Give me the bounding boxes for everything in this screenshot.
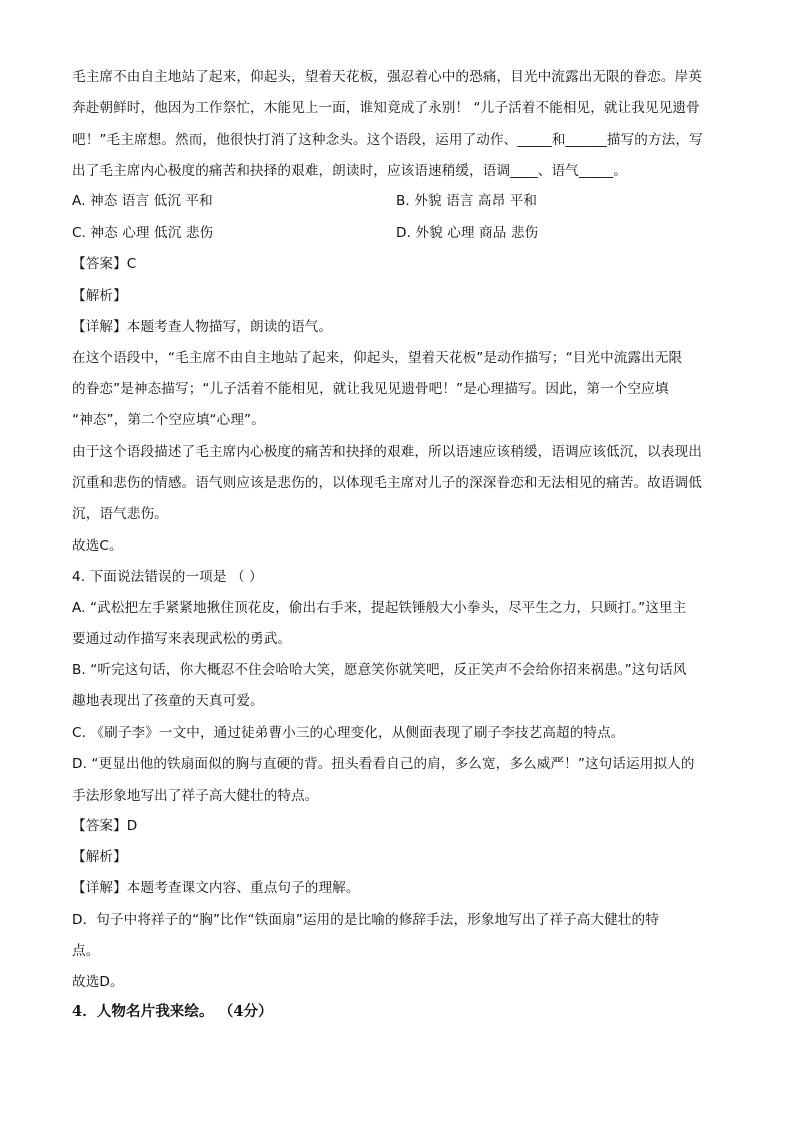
answer-label: 【答案】D [72, 818, 138, 834]
option-a: A. 神态 语言 低沉 平和 [72, 193, 213, 209]
q4-option-line: B. “听完这句话，你大概忍不住会哈哈大笑，愿意笑你就笑吧，反正笑声不会给你招来祸患。”这句话风 [72, 662, 687, 678]
detail-line: “神态”，第二个空应填“心理”。 [72, 412, 265, 428]
passage-line-1: 毛主席不由自主地站了起来，仰起头，望着天花板，强忍着心中的恐痛，目光中流露出无限的眷恋。岸英 [72, 69, 702, 85]
detail-line: 沉重和悲伤的情感。语气则应该是悲伤的，以体现毛主席对儿子的深深眷恋和无法相见的痛苦。故语调低 [72, 475, 702, 491]
detail-line: 【详解】本题考查课文内容、重点句子的理解。 [72, 880, 360, 896]
detail-line: 在这个语段中，“毛主席不由自主地站了起来，仰起头，望着天花板”是动作描写；“目光中流露出无限 [72, 350, 683, 366]
q4-option-line: D. “更显出他的铁扇面似的胸与直硬的背。扭头看看自己的肩，多么宽，多么威严！”这句话运用拟人的 [72, 756, 695, 772]
detail-line: 【详解】本题考查人物描写，朗读的语气。 [72, 319, 333, 335]
q4-option-line: 趣地表现出了孩童的天真可爱。 [72, 693, 264, 709]
analysis-label: 【解析】 [72, 849, 127, 865]
q4-option-line: 要通过动作描写来表现武松的勇武。 [72, 631, 292, 647]
detail-line: 故选C。 [72, 538, 123, 554]
option-d: D. 外貌 心理 商品 悲伤 [396, 225, 539, 241]
question-stem: 4. 下面说法错误的一项是 （ ） [72, 569, 263, 585]
detail-line: 故选D。 [72, 974, 124, 990]
q4-option-line: 手法形象地写出了祥子高大健壮的特点。 [72, 788, 319, 804]
option-b: B. 外貌 语言 高昂 平和 [396, 193, 538, 209]
q4-option-line: A. “武松把左手紧紧地揪住顶花皮，偷出右手来，提起铁锤般大小拳头，尽平生之力，只顾打。”这里主 [72, 600, 687, 616]
analysis-label: 【解析】 [72, 288, 127, 304]
passage-line-3: 吧！”毛主席想。然而，他很快打消了这种念头。这个语段，运用了动作、_____和______描写的方法，写 [72, 132, 703, 148]
detail-line: 的眷恋”是神态描写；“儿子活着不能相见，就让我见见遗骨吧！”是心理描写。因此，第一个空应填 [72, 381, 669, 397]
option-c: C. 神态 心理 低沉 悲伤 [72, 225, 214, 241]
passage-line-4: 出了毛主席内心极度的痛苦和抉择的艰难，朗读时，应该语速稍缓，语调____、语气_____。 [72, 163, 628, 179]
answer-label: 【答案】C [72, 256, 137, 272]
detail-line: 点。 [72, 943, 100, 959]
q4-option-line: C. 《刷子李》一文中，通过徒弟曹小三的心理变化，从侧面表现了刷子李技艺高超的特点。 [72, 725, 625, 741]
detail-line: 由于这个语段描述了毛主席内心极度的痛苦和抉择的艰难，所以语速应该稍缓，语调应该低沉，以表现出 [72, 444, 702, 460]
passage-line-2: 奔赴朝鲜时，他因为工作祭忙，木能见上一面，谁知竟成了永别！ “儿子活着不能相见，就让我见见遗骨 [72, 100, 700, 116]
detail-line: 沉，语气悲伤。 [72, 506, 168, 522]
section-heading: 4．人物名片我来绘。 （4分） [72, 1003, 273, 1020]
detail-line: D．句子中将祥子的“胸”比作“铁面扇”运用的是比喻的修辞手法，形象地写出了祥子高大健壮的特 [72, 912, 659, 928]
